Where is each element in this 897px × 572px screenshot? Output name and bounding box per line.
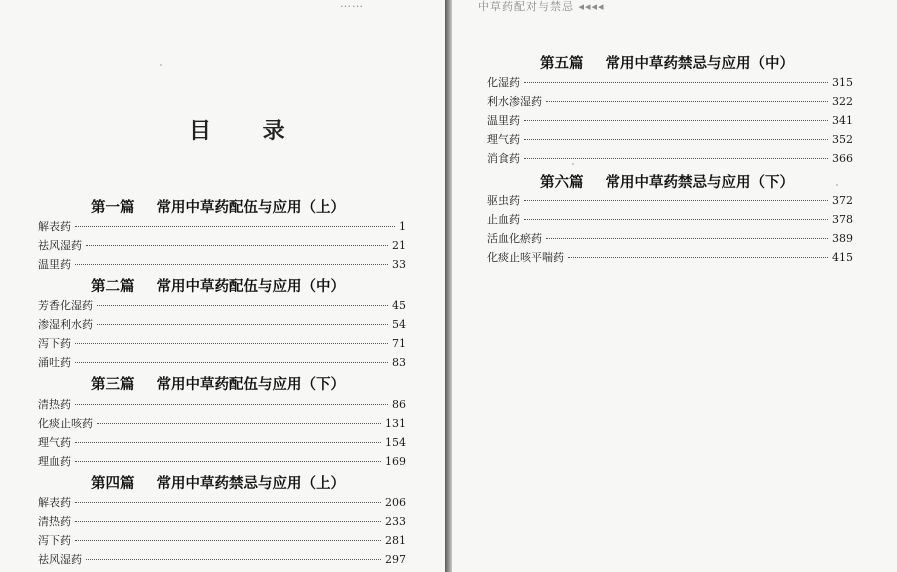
entry-label: 涌吐药 [38,356,71,369]
dot-leader [97,423,381,424]
entry-label: 活血化瘀药 [487,232,542,245]
section-title: 常用中草药配伍与应用（中） [156,279,345,295]
section-number: 第二篇 [91,279,135,295]
entry-page-number: 131 [385,417,406,430]
dot-leader [524,219,828,220]
dot-leader [86,245,388,246]
toc-entry[interactable] [487,230,853,246]
entry-page-number: 297 [385,553,406,566]
scan-speck [836,184,838,186]
entry-label: 理气药 [487,133,520,146]
entry-page-number: 322 [832,95,853,108]
dot-leader [75,540,381,541]
dot-leader [568,257,828,258]
toc-entry[interactable] [38,396,406,412]
entry-page-number: 315 [832,76,853,89]
toc-entry[interactable] [487,112,853,128]
section-heading [91,275,345,296]
dot-leader [75,442,381,443]
toc-entry[interactable] [38,415,406,431]
section-heading [91,373,345,394]
entry-label: 驱虫药 [487,194,520,207]
toc-title: 目 录 [189,118,307,144]
entry-label: 利水渗湿药 [487,95,542,108]
dot-leader [75,362,388,363]
dot-leader [97,305,388,306]
section-heading [91,472,345,493]
section-number: 第三篇 [91,377,135,393]
toc-entry[interactable] [487,150,853,166]
entry-page-number: 71 [392,337,406,350]
toc-entry[interactable] [487,93,853,109]
dot-leader [75,521,381,522]
entry-label: 清热药 [38,515,71,528]
toc-entry[interactable] [38,494,406,510]
entry-label: 渗湿利水药 [38,318,93,331]
entry-label: 温里药 [487,114,520,127]
dot-leader [524,120,828,121]
toc-entry[interactable] [487,211,853,227]
entry-page-number: 378 [832,213,853,226]
toc-entry[interactable] [38,335,406,351]
dot-leader [75,502,381,503]
toc-entry[interactable] [38,354,406,370]
entry-label: 祛风湿药 [38,553,82,566]
section-title: 常用中草药禁忌与应用（上） [156,476,345,492]
section-title: 常用中草药配伍与应用（下） [156,377,345,393]
section-number: 第一篇 [91,200,135,216]
entry-page-number: 372 [832,194,853,207]
left-running-head: …… [340,0,364,10]
toc-entry[interactable] [38,513,406,529]
entry-label: 解表药 [38,220,71,233]
section-title: 常用中草药禁忌与应用（下） [605,175,794,191]
entry-page-number: 169 [385,455,406,468]
toc-entry[interactable] [38,218,406,234]
section-heading [540,52,794,73]
entry-page-number: 83 [392,356,406,369]
scan-speck [160,64,162,66]
dot-leader [75,264,388,265]
entry-label: 理气药 [38,436,71,449]
dot-leader [546,238,828,239]
dot-leader [75,461,381,462]
entry-label: 化痰止咳药 [38,417,93,430]
entry-page-number: 154 [385,436,406,449]
toc-entry[interactable] [38,453,406,469]
book-gutter [445,0,452,572]
section-title: 常用中草药配伍与应用（上） [156,200,345,216]
dot-leader [524,139,828,140]
entry-page-number: 54 [392,318,406,331]
dot-leader [524,158,828,159]
toc-entry[interactable] [38,237,406,253]
dot-leader [524,82,828,83]
entry-label: 泻下药 [38,534,71,547]
entry-label: 祛风湿药 [38,239,82,252]
entry-label: 化湿药 [487,76,520,89]
toc-entry[interactable] [38,256,406,272]
toc-entry[interactable] [487,192,853,208]
toc-entry[interactable] [487,131,853,147]
entry-page-number: 21 [392,239,406,252]
section-heading [91,196,345,217]
entry-page-number: 389 [832,232,853,245]
section-number: 第四篇 [91,476,135,492]
section-number: 第六篇 [540,175,584,191]
entry-label: 止血药 [487,213,520,226]
section-heading [540,171,794,192]
section-title: 常用中草药禁忌与应用（中） [605,56,794,72]
section-number: 第五篇 [540,56,584,72]
entry-label: 泻下药 [38,337,71,350]
entry-page-number: 1 [399,220,406,233]
toc-entry[interactable] [38,316,406,332]
entry-label: 清热药 [38,398,71,411]
right-running-head: 中草药配对与禁忌 ◂◂◂◂ [478,0,605,13]
entry-label: 温里药 [38,258,71,271]
toc-entry[interactable] [38,532,406,548]
entry-label: 消食药 [487,152,520,165]
dot-leader [75,226,395,227]
entry-page-number: 33 [392,258,406,271]
dot-leader [75,404,388,405]
entry-page-number: 341 [832,114,853,127]
entry-page-number: 281 [385,534,406,547]
entry-label: 解表药 [38,496,71,509]
entry-page-number: 86 [392,398,406,411]
dot-leader [97,324,388,325]
entry-label: 芳香化湿药 [38,299,93,312]
dot-leader [546,101,828,102]
entry-page-number: 366 [832,152,853,165]
entry-page-number: 415 [832,251,853,264]
entry-label: 化痰止咳平喘药 [487,251,564,264]
toc-entry[interactable] [38,297,406,313]
entry-page-number: 233 [385,515,406,528]
toc-entry[interactable] [38,434,406,450]
dot-leader [86,559,381,560]
entry-page-number: 206 [385,496,406,509]
entry-page-number: 352 [832,133,853,146]
toc-entry[interactable] [38,551,406,567]
entry-label: 理血药 [38,455,71,468]
toc-entry[interactable] [487,249,853,265]
dot-leader [75,343,388,344]
dot-leader [524,200,828,201]
entry-page-number: 45 [392,299,406,312]
scan-speck [572,163,574,165]
toc-entry[interactable] [487,74,853,90]
